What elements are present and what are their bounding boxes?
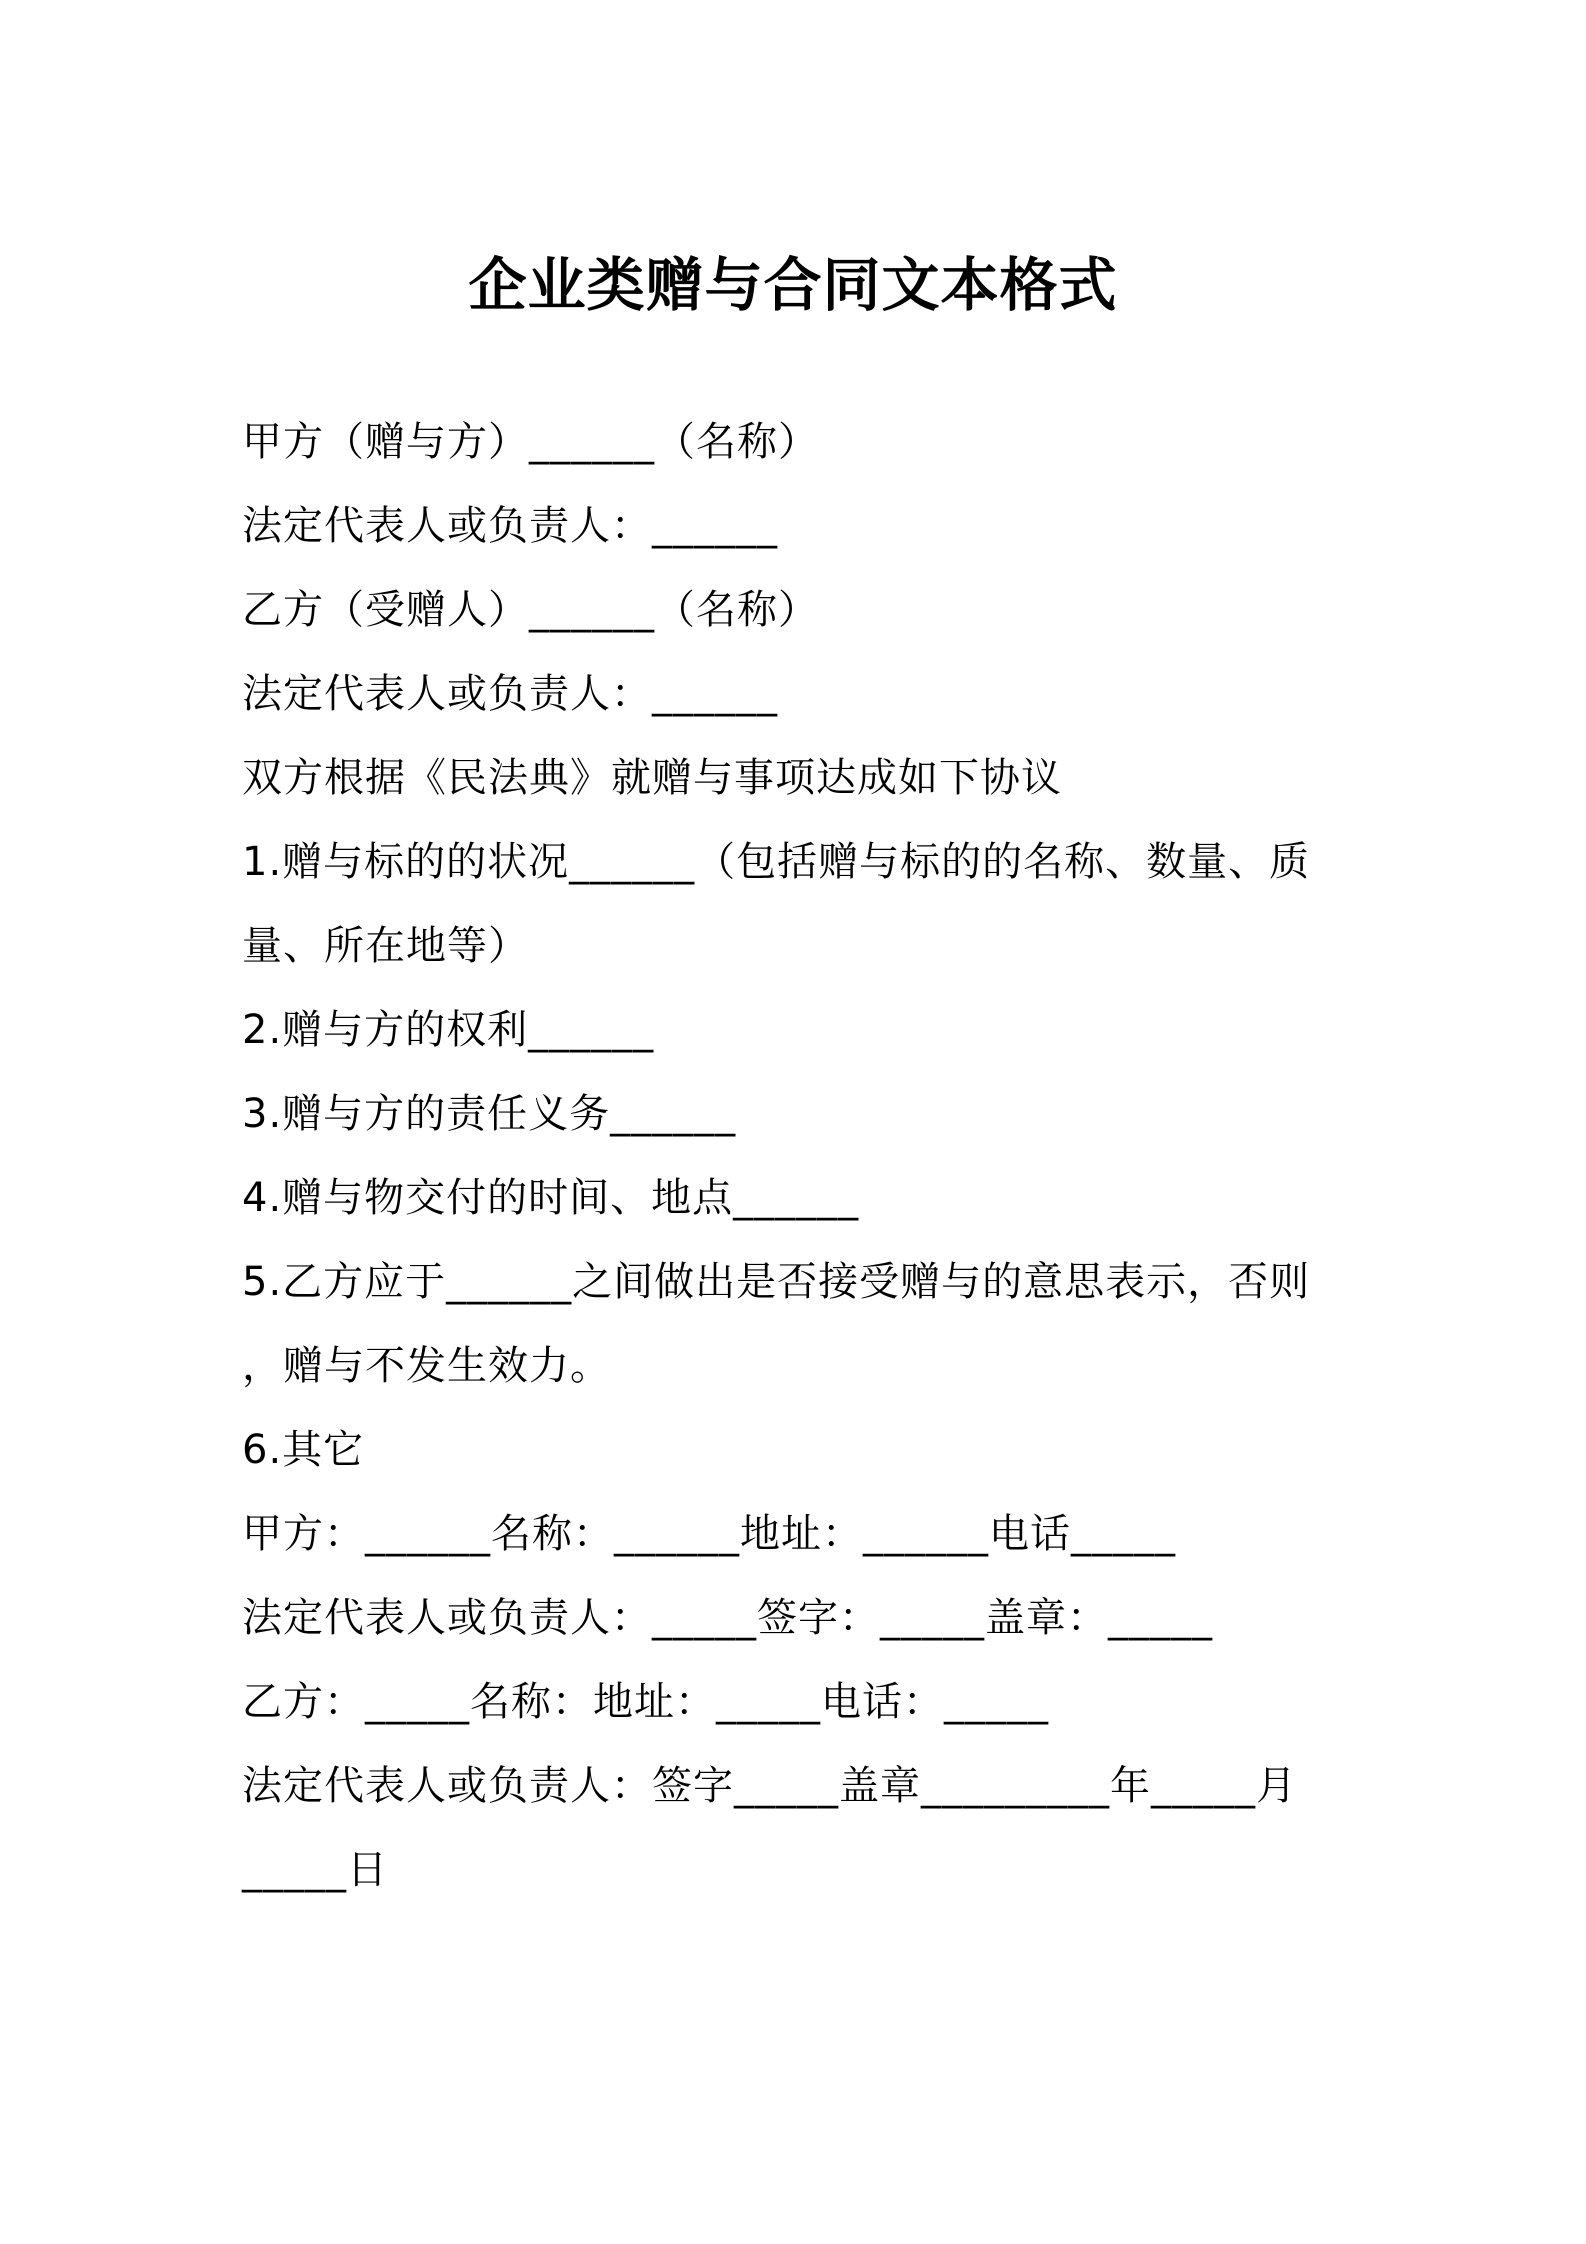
party-b-signature-info-line: 乙方：_____名称：地址：_____电话：_____ — [242, 1679, 1049, 1725]
party-b-representative-line: 法定代表人或负责人：______ — [242, 671, 778, 717]
clause-5-line: 5.乙方应于______之间做出是否接受赠与的意思表示，否则 — [242, 1259, 1311, 1305]
date-day-line: _____日 — [242, 1847, 388, 1893]
clause-1-line: 1.赠与标的的状况______（包括赠与标的的名称、数量、质 — [242, 839, 1311, 885]
clause-2-line: 2.赠与方的权利______ — [242, 1007, 655, 1053]
clause-1-continuation-line: 量、所在地等） — [242, 923, 529, 969]
party-a-line: 甲方（赠与方）______（名称） — [242, 419, 819, 465]
party-a-signature-info-line: 甲方：______名称：______地址：______电话_____ — [242, 1511, 1176, 1557]
clause-5-continuation-line: ，赠与不发生效力。 — [242, 1343, 611, 1389]
clause-4-line: 4.赠与物交付的时间、地点______ — [242, 1175, 860, 1221]
agreement-intro-line: 双方根据《民法典》就赠与事项达成如下协议 — [242, 755, 1062, 801]
document-body — [242, 400, 1362, 1912]
party-b-line: 乙方（受赠人）______（名称） — [242, 587, 819, 633]
clause-6-line: 6.其它 — [242, 1427, 365, 1473]
party-a-representative-line: 法定代表人或负责人：______ — [242, 503, 778, 549]
document-title: 企业类赠与合同文本格式 — [468, 251, 1118, 319]
party-a-signature-line: 法定代表人或负责人：_____签字：_____盖章：_____ — [242, 1595, 1213, 1641]
clause-3-line: 3.赠与方的责任义务______ — [242, 1091, 737, 1137]
party-b-signature-line: 法定代表人或负责人：签字_____盖章_________年_____月 — [242, 1763, 1297, 1809]
